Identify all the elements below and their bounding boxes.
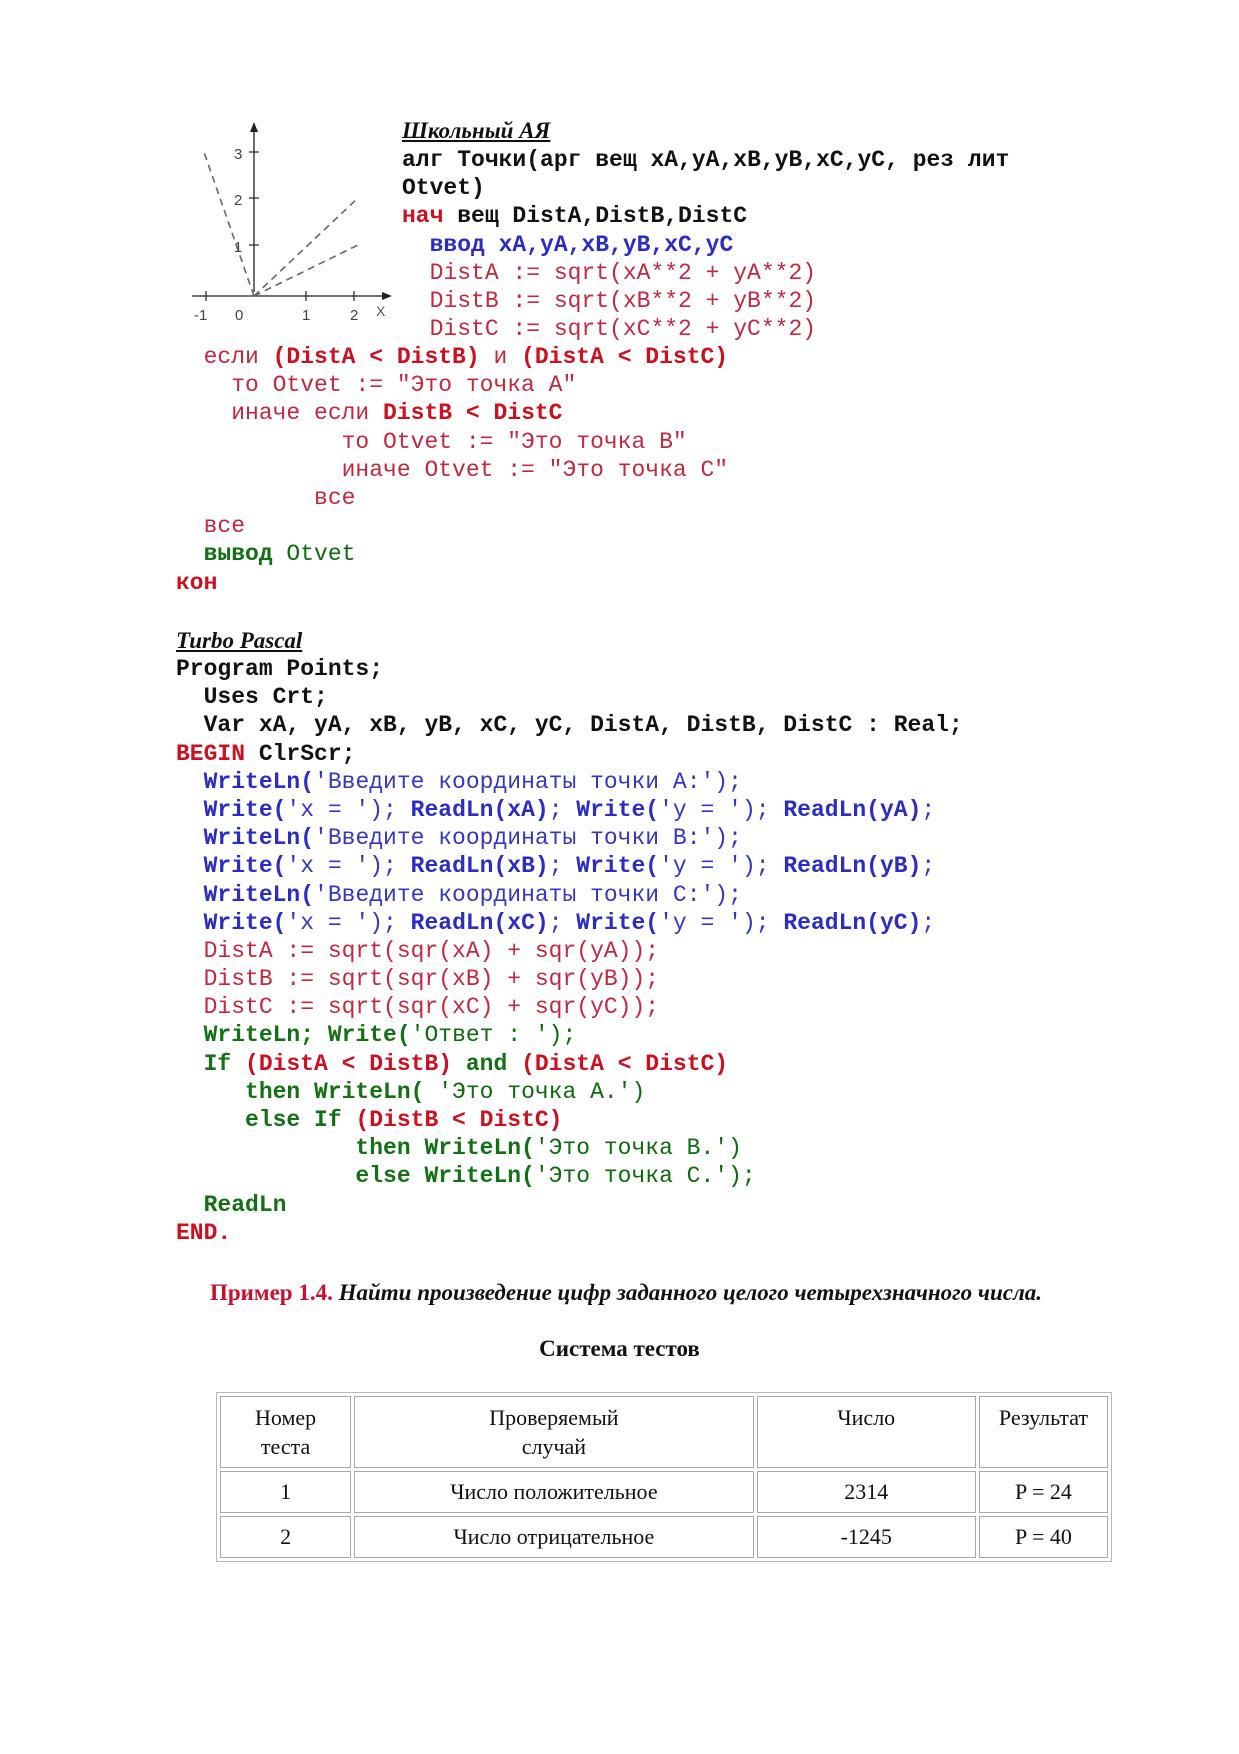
code-token: 'x = '); xyxy=(286,853,411,880)
code-token: Program Points; xyxy=(176,656,384,682)
code-token: 'x = '); xyxy=(286,796,411,823)
code-line xyxy=(402,315,1009,343)
code-line xyxy=(176,540,728,568)
code-token: DistC := sqrt(sqr(xC) + sqr(yC)); xyxy=(176,994,660,1021)
code-line xyxy=(176,1191,963,1219)
code-line xyxy=(176,371,728,399)
code-line xyxy=(176,512,728,540)
code-token: то Otvet := "Это точка A" xyxy=(176,372,577,399)
code-token: Write( xyxy=(176,796,287,823)
code-token: and xyxy=(465,1050,522,1077)
code-token: 'x = '); xyxy=(286,909,411,936)
code-token: WriteLn( xyxy=(176,825,315,852)
code-line xyxy=(402,146,1009,174)
code-token: Write( xyxy=(576,853,660,880)
code-line xyxy=(176,824,963,852)
table-header-cell: Номер теста xyxy=(220,1396,351,1468)
code-line xyxy=(176,683,963,711)
coordinate-graph xyxy=(188,120,398,330)
code-token: ReadLn(yA) xyxy=(783,796,922,823)
code-token: кон xyxy=(176,569,218,596)
code-token: нач xyxy=(402,203,458,230)
table-cell: Число положительное xyxy=(354,1471,754,1513)
code-line xyxy=(176,965,963,993)
code-line xyxy=(176,1106,963,1134)
code-line xyxy=(176,1021,963,1049)
code-token: алг xyxy=(402,147,458,173)
table-cell: 2 xyxy=(220,1516,351,1558)
code-line xyxy=(176,937,963,965)
example-label: Пример 1.4. xyxy=(210,1280,333,1305)
code-token: Write( xyxy=(327,1022,411,1049)
code-token: DistB := sqrt(xB**2 + yB**2) xyxy=(402,287,817,314)
code-token: BEGIN xyxy=(176,740,259,767)
tests-title: Система тестов xyxy=(539,1336,700,1361)
code-token: ; xyxy=(921,853,936,880)
code-token: 'Введите координаты точки A:'); xyxy=(314,768,742,795)
code-token: ReadLn(xA) xyxy=(410,796,549,823)
x-tick-label: 1 xyxy=(302,307,311,324)
code-line xyxy=(176,1078,963,1106)
table-cell: P = 24 xyxy=(979,1471,1108,1513)
code-token: WriteLn( xyxy=(176,768,315,795)
code-line xyxy=(176,881,963,909)
code-token: Otvet) xyxy=(402,175,485,202)
table-header-cell: Результат xyxy=(979,1396,1108,1468)
example-text: Найти произведение цифр заданного целого четырехзначного числа. xyxy=(338,1280,1043,1305)
code-token: ; xyxy=(921,796,936,823)
table-cell: -1245 xyxy=(757,1516,976,1558)
code-token: Write( xyxy=(176,909,287,936)
table-header-cell: Проверяемый случай xyxy=(354,1396,754,1468)
code-line xyxy=(176,1134,963,1162)
code-token: ReadLn(yB) xyxy=(783,853,922,880)
code-token: (DistA < DistC) xyxy=(521,344,729,370)
code-line xyxy=(402,202,1009,230)
code-token: DistA := sqrt(xA**2 + yA**2) xyxy=(402,259,817,286)
table-header-row xyxy=(220,1396,1108,1468)
code-token: 'Введите координаты точки C:'); xyxy=(314,881,742,908)
code-token: then WriteLn( xyxy=(176,1078,425,1105)
code-line xyxy=(402,259,1009,287)
code-token: Otvet xyxy=(286,541,356,568)
code-token: Write( xyxy=(176,853,287,880)
code-token: 'y = '); xyxy=(659,853,784,880)
table-cell: 2314 xyxy=(757,1471,976,1513)
code-token: все xyxy=(176,484,356,511)
code-line xyxy=(176,343,728,371)
code-line xyxy=(176,768,963,796)
code-token: ReadLn xyxy=(176,1191,287,1218)
code-token: ReadLn(xB) xyxy=(410,853,549,880)
code-token: 'Ответ : '); xyxy=(410,1022,577,1049)
code-line xyxy=(176,993,963,1021)
y-tick-label: 2 xyxy=(234,192,243,209)
code-token: 'y = '); xyxy=(659,796,784,823)
code-line xyxy=(176,456,728,484)
code-token: 'Это точка B.') xyxy=(534,1135,742,1162)
code-token: 'Введите координаты точки B:'); xyxy=(314,825,742,852)
code-token: 'Это точка A.') xyxy=(424,1078,646,1105)
code-token: 'y = '); xyxy=(659,909,784,936)
code-line xyxy=(176,428,728,456)
alg-header-code xyxy=(402,146,1009,343)
code-token: если xyxy=(176,344,273,370)
tests-table xyxy=(216,1392,1112,1562)
code-token: ReadLn(yC) xyxy=(783,909,922,936)
table-cell: P = 40 xyxy=(979,1516,1108,1558)
code-line xyxy=(402,174,1009,202)
code-token: (DistA < DistB) xyxy=(245,1050,466,1077)
code-token: вывод xyxy=(176,541,287,568)
code-token: ; xyxy=(548,909,577,936)
code-token: DistA := sqrt(sqr(xA) + sqr(yA)); xyxy=(176,937,660,964)
table-header-cell: Число xyxy=(757,1396,976,1468)
code-line xyxy=(176,909,963,937)
code-token: ; xyxy=(548,796,577,823)
code-token: DistB < DistC xyxy=(383,400,563,427)
code-token: then WriteLn( xyxy=(176,1135,535,1162)
code-token: Uses Crt; xyxy=(176,684,328,711)
code-token: ввод xA,yA,xB,yB,xC,yC xyxy=(402,231,734,258)
table-cell: Число отрицательное xyxy=(354,1516,754,1558)
code-token: Write( xyxy=(576,796,660,823)
table-cell: 1 xyxy=(220,1471,351,1513)
code-token: ReadLn(xC) xyxy=(410,909,549,936)
code-token: все xyxy=(176,513,246,540)
code-token: вещ DistA,DistB,DistC xyxy=(457,203,748,230)
code-token: ; xyxy=(548,853,577,880)
pascal-code xyxy=(176,655,963,1247)
code-line xyxy=(402,231,1009,259)
code-token: Var xA, yA, xB, yB, xC, yC, DistA, DistB, DistC : Real; xyxy=(176,712,963,739)
x-tick-label: 0 xyxy=(235,307,244,324)
code-line xyxy=(402,287,1009,315)
code-token: (DistB < DistC) xyxy=(355,1107,563,1133)
code-token: else If xyxy=(176,1107,356,1133)
alg-body-code xyxy=(176,343,728,597)
code-token: DistC := sqrt(xC**2 + yC**2) xyxy=(402,316,817,343)
code-line xyxy=(176,740,963,768)
code-token: If xyxy=(176,1050,246,1077)
code-token: Write( xyxy=(576,909,660,936)
code-token: (DistA < DistB) xyxy=(272,344,494,370)
code-token: ClrScr; xyxy=(258,740,356,767)
code-token: END. xyxy=(176,1219,232,1246)
code-token: (DistA < DistC) xyxy=(521,1050,729,1077)
code-token: DistB := sqrt(sqr(xB) + sqr(yB)); xyxy=(176,966,660,993)
x-axis-label: X xyxy=(376,303,386,319)
pascal-section-title: Turbo Pascal xyxy=(176,628,303,653)
code-token: 'Это точка C.'); xyxy=(534,1163,756,1190)
code-token: Точки(арг вещ xA,yA,xB,yB,xC,yC, рез лит xyxy=(457,147,1010,173)
code-token: ; xyxy=(921,909,936,936)
code-token: то Otvet := "Это точка B" xyxy=(176,428,687,455)
code-token: иначе Otvet := "Это точка C" xyxy=(176,456,729,483)
code-line xyxy=(176,852,963,880)
x-tick-label: 2 xyxy=(350,307,359,324)
code-line xyxy=(176,1219,963,1247)
code-token: WriteLn( xyxy=(176,881,315,908)
code-token: иначе если xyxy=(176,400,384,427)
code-line xyxy=(176,1050,963,1078)
code-line xyxy=(176,655,963,683)
code-line xyxy=(176,796,963,824)
code-token: WriteLn; xyxy=(176,1022,328,1049)
example-heading xyxy=(210,1280,1210,1306)
code-line xyxy=(176,569,728,597)
table-row xyxy=(220,1471,1108,1513)
y-tick-label: 3 xyxy=(234,146,243,163)
code-token: и xyxy=(493,344,522,370)
code-line xyxy=(176,1162,963,1190)
alg-section-title: Школьный АЯ xyxy=(402,118,551,143)
code-line xyxy=(176,484,728,512)
code-line xyxy=(176,399,728,427)
y-tick-label: 1 xyxy=(234,239,243,256)
code-token: else WriteLn( xyxy=(176,1163,535,1190)
code-line xyxy=(176,711,963,739)
table-row xyxy=(220,1516,1108,1558)
x-tick-label: -1 xyxy=(194,307,208,324)
